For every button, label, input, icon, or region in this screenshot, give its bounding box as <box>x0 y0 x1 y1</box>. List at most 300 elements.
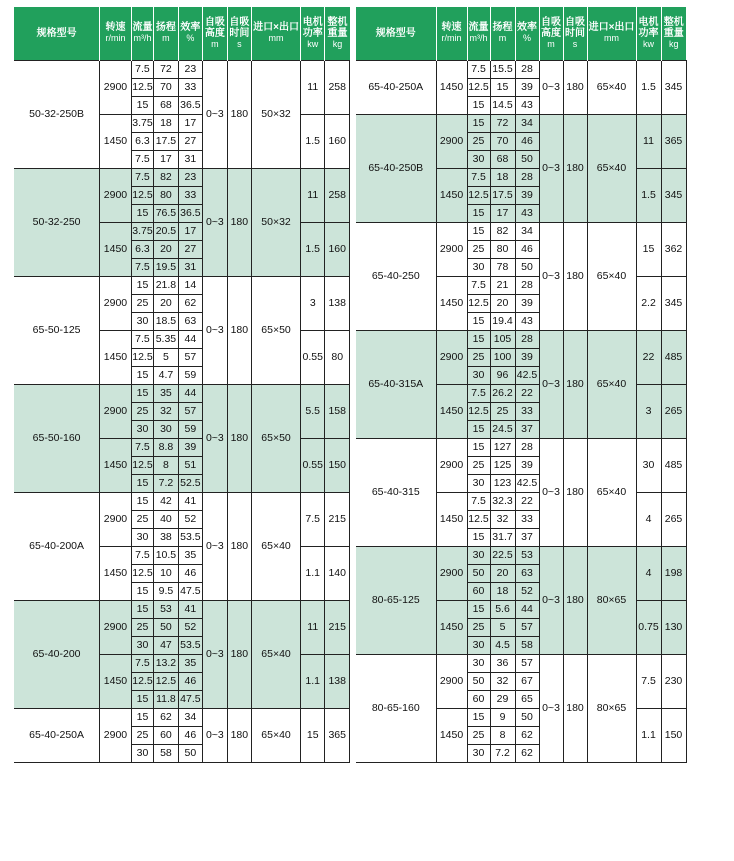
flow-cell: 50 <box>467 672 490 690</box>
weight-cell: 485 <box>661 330 686 384</box>
head-cell: 20 <box>154 240 178 258</box>
header-col-flow <box>131 7 153 60</box>
header-col-suction <box>203 7 227 60</box>
suction-height-cell: 0~3 <box>203 60 227 168</box>
weight-cell: 485 <box>661 438 686 492</box>
model-cell: 80-65-125 <box>356 546 436 654</box>
head-cell: 123 <box>490 474 515 492</box>
flow-cell: 60 <box>467 582 490 600</box>
motor-power-cell: 1.1 <box>301 654 325 708</box>
table-row <box>356 114 686 132</box>
head-cell: 14.5 <box>490 96 515 114</box>
header-col-flow-line: m³/h <box>469 33 488 44</box>
header-col-weight <box>661 7 686 60</box>
speed-cell: 1450 <box>100 114 132 168</box>
head-cell: 19.5 <box>154 258 178 276</box>
weight-cell: 160 <box>325 222 350 276</box>
motor-power-cell: 5.5 <box>301 384 325 438</box>
weight-cell: 345 <box>661 60 686 114</box>
head-cell: 78 <box>490 258 515 276</box>
flow-cell: 12.5 <box>467 510 490 528</box>
head-cell: 70 <box>490 132 515 150</box>
table-header <box>356 7 686 60</box>
flow-cell: 60 <box>467 690 490 708</box>
head-cell: 72 <box>490 114 515 132</box>
header-col-flow-line: 流量 <box>468 22 489 34</box>
table-row <box>14 384 350 402</box>
flow-cell: 12.5 <box>467 78 490 96</box>
head-cell: 5.35 <box>154 330 178 348</box>
head-cell: 125 <box>490 456 515 474</box>
motor-power-cell: 1.5 <box>301 114 325 168</box>
eff-cell: 47.5 <box>178 582 202 600</box>
header-col-power-line: 功率 <box>302 27 323 39</box>
head-cell: 20.5 <box>154 222 178 240</box>
eff-cell: 42.5 <box>515 474 539 492</box>
header-col-time-line: 时间 <box>565 27 585 39</box>
header-col-power <box>636 7 661 60</box>
suction-time-cell: 180 <box>227 384 251 492</box>
flow-cell: 12.5 <box>131 78 153 96</box>
head-cell: 8 <box>154 456 178 474</box>
flow-cell: 7.5 <box>131 258 153 276</box>
head-cell: 53 <box>154 600 178 618</box>
flow-cell: 30 <box>131 744 153 762</box>
suction-height-cell: 0~3 <box>203 384 227 492</box>
motor-power-cell: 3 <box>301 276 325 330</box>
head-cell: 12.5 <box>154 672 178 690</box>
eff-cell: 59 <box>178 420 202 438</box>
flow-cell: 25 <box>467 348 490 366</box>
pump-spec-table-right <box>356 7 687 763</box>
eff-cell: 44 <box>515 600 539 618</box>
flow-cell: 30 <box>131 636 153 654</box>
eff-cell: 50 <box>515 708 539 726</box>
head-cell: 18 <box>490 168 515 186</box>
suction-time-cell: 180 <box>227 276 251 384</box>
flow-cell: 12.5 <box>467 402 490 420</box>
eff-cell: 67 <box>515 672 539 690</box>
suction-time-cell: 180 <box>227 168 251 276</box>
port-size-cell: 65×40 <box>587 438 636 546</box>
flow-cell: 7.5 <box>467 276 490 294</box>
speed-cell: 1450 <box>436 276 467 330</box>
flow-cell: 7.5 <box>467 384 490 402</box>
motor-power-cell: 1.5 <box>301 222 325 276</box>
eff-cell: 52.5 <box>178 474 202 492</box>
head-cell: 80 <box>154 186 178 204</box>
port-size-cell: 65×40 <box>587 114 636 222</box>
weight-cell: 265 <box>661 384 686 438</box>
eff-cell: 59 <box>178 366 202 384</box>
eff-cell: 44 <box>178 330 202 348</box>
head-cell: 32.3 <box>490 492 515 510</box>
suction-time-cell: 180 <box>563 546 587 654</box>
flow-cell: 25 <box>131 726 153 744</box>
flow-cell: 7.5 <box>467 492 490 510</box>
eff-cell: 23 <box>178 168 202 186</box>
flow-cell: 30 <box>467 258 490 276</box>
weight-cell: 258 <box>325 168 350 222</box>
speed-cell: 1450 <box>100 654 132 708</box>
motor-power-cell: 7.5 <box>301 492 325 546</box>
eff-cell: 57 <box>515 654 539 672</box>
head-cell: 35 <box>154 384 178 402</box>
header-col-time <box>563 7 587 60</box>
flow-cell: 12.5 <box>131 348 153 366</box>
flow-cell: 25 <box>131 402 153 420</box>
port-size-cell: 50×32 <box>252 60 301 168</box>
head-cell: 15.5 <box>490 60 515 78</box>
port-size-cell: 65×40 <box>587 330 636 438</box>
eff-cell: 52 <box>515 582 539 600</box>
flow-cell: 30 <box>467 744 490 762</box>
speed-cell: 1450 <box>100 438 132 492</box>
header-col-time-line: s <box>237 38 242 49</box>
header-col-port-line: 进口×出口 <box>588 22 635 34</box>
weight-cell: 138 <box>325 654 350 708</box>
flow-cell: 25 <box>467 240 490 258</box>
motor-power-cell: 22 <box>636 330 661 384</box>
eff-cell: 41 <box>178 492 202 510</box>
header-col-weight-line: 重量 <box>327 27 348 39</box>
flow-cell: 15 <box>467 114 490 132</box>
flow-cell: 7.5 <box>467 168 490 186</box>
header-col-head-line: 扬程 <box>492 22 513 34</box>
suction-height-cell: 0~3 <box>203 600 227 708</box>
flow-cell: 15 <box>131 582 153 600</box>
eff-cell: 23 <box>178 60 202 78</box>
eff-cell: 46 <box>515 240 539 258</box>
flow-cell: 12.5 <box>131 564 153 582</box>
speed-cell: 2900 <box>436 546 467 600</box>
header-col-weight-line: kg <box>668 38 679 49</box>
eff-cell: 27 <box>178 132 202 150</box>
eff-cell: 14 <box>178 276 202 294</box>
port-size-cell: 50×32 <box>252 168 301 276</box>
header-col-eff-line: % <box>186 33 195 44</box>
flow-cell: 30 <box>131 312 153 330</box>
eff-cell: 34 <box>515 222 539 240</box>
header-col-flow-line: m³/h <box>133 33 152 44</box>
table-body <box>356 60 686 762</box>
motor-power-cell: 1.5 <box>636 60 661 114</box>
header-col-head-line: m <box>162 33 170 44</box>
flow-cell: 30 <box>467 654 490 672</box>
suction-height-cell: 0~3 <box>539 60 563 114</box>
weight-cell: 138 <box>325 276 350 330</box>
eff-cell: 33 <box>178 186 202 204</box>
header-col-port <box>252 7 301 60</box>
header-col-eff-line: 效率 <box>180 22 201 34</box>
head-cell: 4.5 <box>490 636 515 654</box>
header-col-power <box>301 7 325 60</box>
eff-cell: 50 <box>515 150 539 168</box>
head-cell: 18.5 <box>154 312 178 330</box>
head-cell: 22.5 <box>490 546 515 564</box>
header-col-suction-line: 高度 <box>204 27 225 39</box>
flow-cell: 25 <box>131 294 153 312</box>
model-cell: 65-40-200 <box>14 600 100 708</box>
header-col-suction <box>539 7 563 60</box>
flow-cell: 15 <box>467 528 490 546</box>
flow-cell: 15 <box>131 492 153 510</box>
eff-cell: 53.5 <box>178 636 202 654</box>
eff-cell: 53.5 <box>178 528 202 546</box>
flow-cell: 30 <box>131 420 153 438</box>
flow-cell: 3.75 <box>131 114 153 132</box>
header-col-port-line: mm <box>604 33 619 44</box>
eff-cell: 22 <box>515 492 539 510</box>
flow-cell: 15 <box>131 204 153 222</box>
head-cell: 72 <box>154 60 178 78</box>
eff-cell: 50 <box>178 744 202 762</box>
suction-time-cell: 180 <box>227 600 251 708</box>
flow-cell: 15 <box>467 330 490 348</box>
motor-power-cell: 4 <box>636 546 661 600</box>
flow-cell: 12.5 <box>467 186 490 204</box>
header-col-speed <box>436 7 467 60</box>
port-size-cell: 65×40 <box>252 708 301 762</box>
suction-time-cell: 180 <box>563 222 587 330</box>
flow-cell: 7.5 <box>131 330 153 348</box>
weight-cell: 362 <box>661 222 686 276</box>
head-cell: 10 <box>154 564 178 582</box>
speed-cell: 2900 <box>100 168 132 222</box>
suction-time-cell: 180 <box>227 492 251 600</box>
header-col-eff-line: 效率 <box>517 22 537 34</box>
head-cell: 26.2 <box>490 384 515 402</box>
eff-cell: 57 <box>178 402 202 420</box>
header-col-suction-line: m <box>211 38 219 49</box>
speed-cell: 1450 <box>100 330 132 384</box>
eff-cell: 37 <box>515 420 539 438</box>
eff-cell: 17 <box>178 222 202 240</box>
header-col-suction-line: m <box>547 38 555 49</box>
model-cell: 50-32-250 <box>14 168 100 276</box>
header-col-head <box>154 7 178 60</box>
head-cell: 127 <box>490 438 515 456</box>
weight-cell: 230 <box>661 654 686 708</box>
suction-height-cell: 0~3 <box>203 492 227 600</box>
head-cell: 42 <box>154 492 178 510</box>
eff-cell: 31 <box>178 258 202 276</box>
model-cell: 65-40-200A <box>14 492 100 600</box>
weight-cell: 150 <box>661 708 686 762</box>
header-col-weight <box>325 7 350 60</box>
header-col-model <box>14 7 100 60</box>
table-row <box>356 222 686 240</box>
head-cell: 21 <box>490 276 515 294</box>
eff-cell: 46 <box>178 672 202 690</box>
weight-cell: 140 <box>325 546 350 600</box>
flow-cell: 25 <box>131 618 153 636</box>
head-cell: 70 <box>154 78 178 96</box>
suction-time-cell: 180 <box>563 114 587 222</box>
weight-cell: 215 <box>325 600 350 654</box>
motor-power-cell: 15 <box>301 708 325 762</box>
head-cell: 50 <box>154 618 178 636</box>
flow-cell: 12.5 <box>131 672 153 690</box>
eff-cell: 44 <box>178 384 202 402</box>
suction-time-cell: 180 <box>563 654 587 762</box>
suction-time-cell: 180 <box>563 60 587 114</box>
header-col-speed-line: 转速 <box>105 22 126 34</box>
speed-cell: 1450 <box>436 600 467 654</box>
speed-cell: 2900 <box>100 60 132 114</box>
suction-time-cell: 180 <box>227 708 251 762</box>
table-row <box>14 60 350 78</box>
head-cell: 36 <box>490 654 515 672</box>
eff-cell: 57 <box>178 348 202 366</box>
eff-cell: 28 <box>515 276 539 294</box>
eff-cell: 63 <box>178 312 202 330</box>
motor-power-cell: 0.55 <box>301 438 325 492</box>
head-cell: 8.8 <box>154 438 178 456</box>
flow-cell: 7.5 <box>131 546 153 564</box>
speed-cell: 2900 <box>100 276 132 330</box>
eff-cell: 28 <box>515 330 539 348</box>
flow-cell: 25 <box>131 510 153 528</box>
motor-power-cell: 0.75 <box>636 600 661 654</box>
suction-height-cell: 0~3 <box>539 438 563 546</box>
table-row <box>356 330 686 348</box>
model-cell: 65-40-315A <box>356 330 436 438</box>
model-cell: 50-32-250B <box>14 60 100 168</box>
head-cell: 31.7 <box>490 528 515 546</box>
weight-cell: 150 <box>325 438 350 492</box>
speed-cell: 2900 <box>436 330 467 384</box>
head-cell: 29 <box>490 690 515 708</box>
speed-cell: 1450 <box>436 708 467 762</box>
suction-height-cell: 0~3 <box>203 168 227 276</box>
model-cell: 65-40-250B <box>356 114 436 222</box>
model-cell: 65-40-315 <box>356 438 436 546</box>
header-col-power-line: 电机 <box>302 16 323 28</box>
flow-cell: 15 <box>467 96 490 114</box>
eff-cell: 34 <box>515 114 539 132</box>
head-cell: 17.5 <box>490 186 515 204</box>
head-cell: 100 <box>490 348 515 366</box>
header-col-weight-line: 整机 <box>663 16 684 28</box>
flow-cell: 6.3 <box>131 132 153 150</box>
speed-cell: 2900 <box>100 708 132 762</box>
head-cell: 15 <box>490 78 515 96</box>
eff-cell: 41 <box>178 600 202 618</box>
port-size-cell: 65×50 <box>252 384 301 492</box>
eff-cell: 53 <box>515 546 539 564</box>
table-row <box>356 438 686 456</box>
flow-cell: 15 <box>131 708 153 726</box>
model-cell: 65-40-250 <box>356 222 436 330</box>
flow-cell: 25 <box>467 726 490 744</box>
flow-cell: 15 <box>131 384 153 402</box>
header-col-port-line: 进口×出口 <box>253 22 299 34</box>
header-col-model <box>356 7 436 60</box>
speed-cell: 2900 <box>436 654 467 708</box>
table-row <box>356 60 686 78</box>
speed-cell: 1450 <box>436 492 467 546</box>
flow-cell: 15 <box>467 222 490 240</box>
eff-cell: 46 <box>178 726 202 744</box>
header-col-time <box>227 7 251 60</box>
eff-cell: 34 <box>178 708 202 726</box>
motor-power-cell: 3 <box>636 384 661 438</box>
header-col-weight-line: 整机 <box>327 16 348 28</box>
weight-cell: 215 <box>325 492 350 546</box>
head-cell: 82 <box>490 222 515 240</box>
flow-cell: 30 <box>467 636 490 654</box>
motor-power-cell: 1.5 <box>636 168 661 222</box>
eff-cell: 31 <box>178 150 202 168</box>
suction-height-cell: 0~3 <box>203 708 227 762</box>
table-row <box>14 708 350 726</box>
eff-cell: 33 <box>515 510 539 528</box>
motor-power-cell: 1.1 <box>301 546 325 600</box>
head-cell: 17 <box>154 150 178 168</box>
header-col-head <box>490 7 515 60</box>
eff-cell: 33 <box>515 402 539 420</box>
header-col-speed-line: r/min <box>441 33 462 44</box>
flow-cell: 7.5 <box>131 654 153 672</box>
pump-spec-table-left <box>14 7 350 763</box>
head-cell: 76.5 <box>154 204 178 222</box>
port-size-cell: 65×40 <box>252 492 301 600</box>
flow-cell: 30 <box>467 546 490 564</box>
eff-cell: 52 <box>178 618 202 636</box>
flow-cell: 12.5 <box>131 186 153 204</box>
head-cell: 68 <box>154 96 178 114</box>
model-cell: 65-40-250A <box>14 708 100 762</box>
head-cell: 17.5 <box>154 132 178 150</box>
flow-cell: 15 <box>131 366 153 384</box>
motor-power-cell: 30 <box>636 438 661 492</box>
header-col-power-line: 功率 <box>638 27 659 39</box>
flow-cell: 15 <box>131 474 153 492</box>
weight-cell: 158 <box>325 384 350 438</box>
speed-cell: 1450 <box>100 222 132 276</box>
table-row <box>14 600 350 618</box>
eff-cell: 43 <box>515 204 539 222</box>
port-size-cell: 65×40 <box>252 600 301 708</box>
head-cell: 18 <box>154 114 178 132</box>
eff-cell: 35 <box>178 654 202 672</box>
eff-cell: 35 <box>178 546 202 564</box>
model-cell: 65-40-250A <box>356 60 436 114</box>
header-col-head-line: m <box>498 33 507 44</box>
head-cell: 38 <box>154 528 178 546</box>
eff-cell: 62 <box>515 726 539 744</box>
suction-height-cell: 0~3 <box>539 330 563 438</box>
port-size-cell: 65×40 <box>587 60 636 114</box>
suction-time-cell: 180 <box>227 60 251 168</box>
flow-cell: 12.5 <box>131 456 153 474</box>
head-cell: 20 <box>154 294 178 312</box>
head-cell: 18 <box>490 582 515 600</box>
eff-cell: 39 <box>178 438 202 456</box>
eff-cell: 33 <box>178 78 202 96</box>
speed-cell: 1450 <box>436 168 467 222</box>
motor-power-cell: 2.2 <box>636 276 661 330</box>
header-col-head-line: 扬程 <box>155 22 176 34</box>
flow-cell: 12.5 <box>467 294 490 312</box>
weight-cell: 258 <box>325 60 350 114</box>
motor-power-cell: 1.1 <box>636 708 661 762</box>
header-col-weight-line: 重量 <box>663 27 684 39</box>
head-cell: 82 <box>154 168 178 186</box>
header-col-time-line: 自吸 <box>565 16 585 28</box>
port-size-cell: 65×50 <box>252 276 301 384</box>
